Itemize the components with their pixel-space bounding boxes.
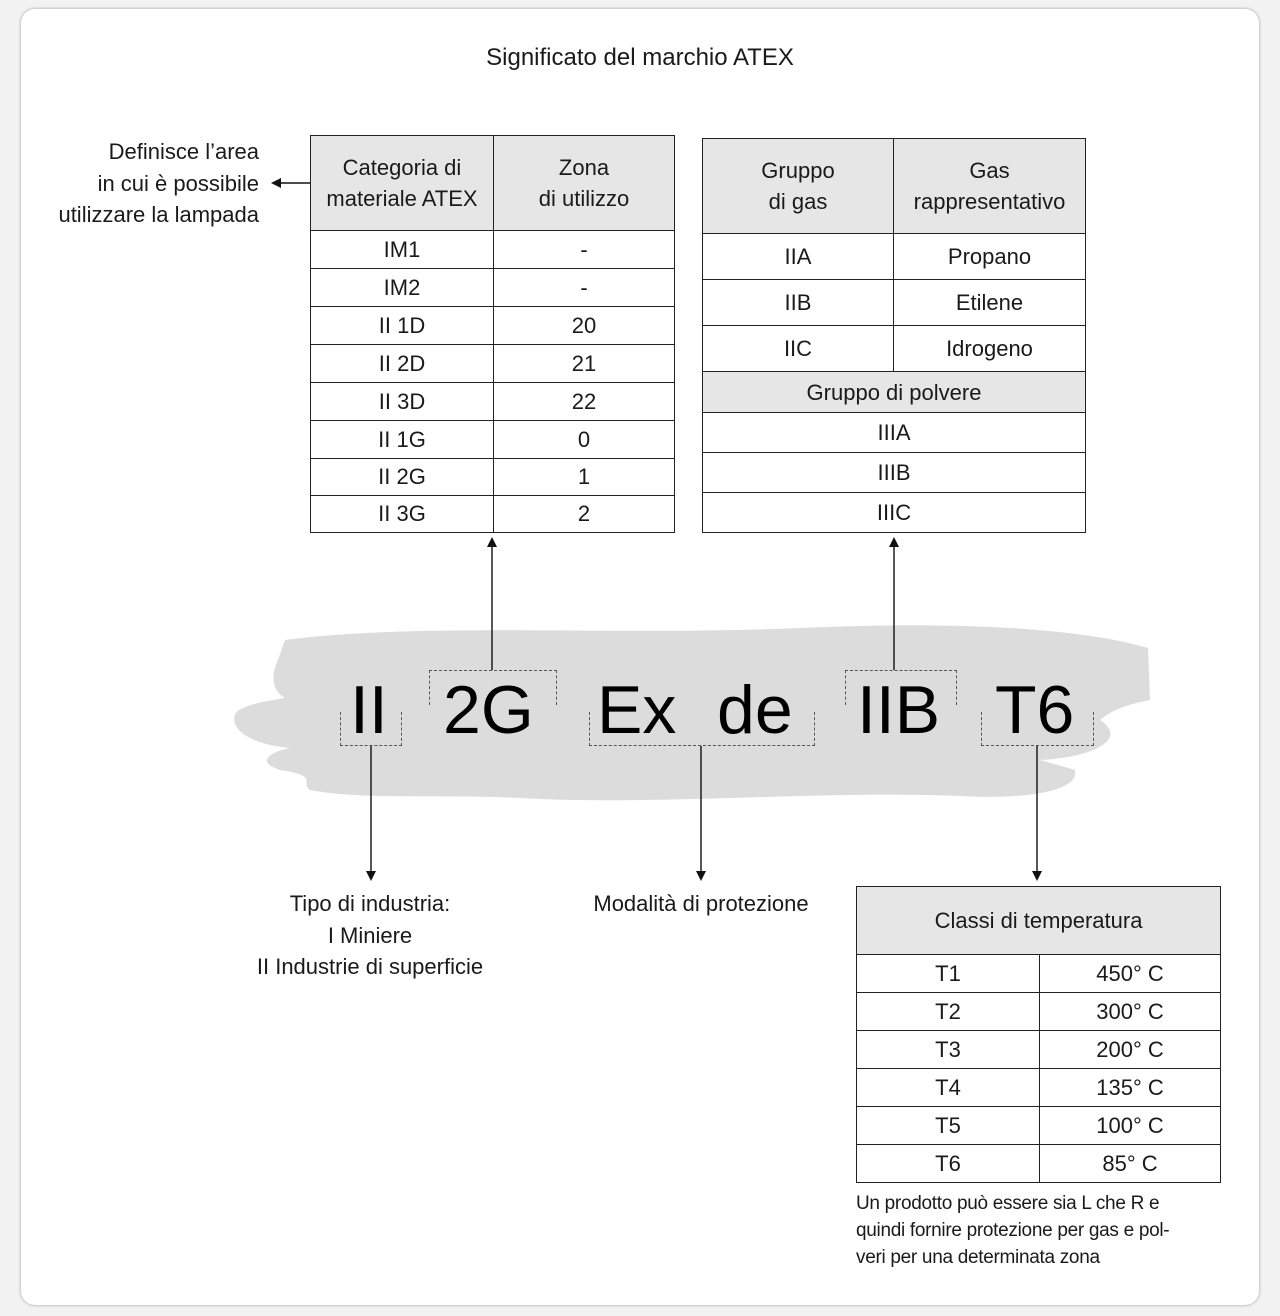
- marking-gas-group: IIB: [857, 672, 941, 748]
- category-cell: II 1D: [311, 307, 494, 345]
- category-cell: II 2D: [311, 345, 494, 383]
- category-cell: II 1G: [311, 421, 494, 459]
- dust-group-cell: IIIA: [703, 413, 1086, 453]
- temp-value-cell: 300° C: [1040, 993, 1221, 1031]
- temp-value-cell: 200° C: [1040, 1031, 1221, 1069]
- category-cell: II 3G: [311, 496, 494, 533]
- temp-value-cell: 450° C: [1040, 955, 1221, 993]
- temperature-header: Classi di temperatura: [857, 887, 1221, 955]
- header-line: di gas: [768, 189, 828, 214]
- protection-note: Modalità di protezione: [593, 891, 809, 916]
- temp-value-cell: 100° C: [1040, 1107, 1221, 1145]
- dust-group-cell: IIIC: [703, 493, 1086, 533]
- gas-cell: Propano: [894, 234, 1086, 280]
- temp-class-cell: T3: [857, 1031, 1040, 1069]
- header-line: di utilizzo: [538, 186, 630, 211]
- gas-cell: Etilene: [894, 280, 1086, 326]
- industry-note-line: II Industrie di superficie: [256, 954, 484, 979]
- industry-note-line: Tipo di industria:: [289, 891, 451, 916]
- temp-class-cell: T4: [857, 1069, 1040, 1107]
- zone-cell: 0: [494, 421, 675, 459]
- area-note-line: in cui è possibile: [97, 170, 259, 196]
- marking-temp-class: T6: [995, 672, 1075, 748]
- dust-group-header: Gruppo di polvere: [703, 372, 1086, 413]
- category-cell: IM1: [311, 231, 494, 269]
- temp-class-cell: T5: [857, 1107, 1040, 1145]
- zone-cell: 1: [494, 459, 675, 496]
- temperature-table: [856, 886, 1221, 1183]
- zone-cell: -: [494, 231, 675, 269]
- header-line: Gas: [969, 158, 1010, 183]
- zone-cell: -: [494, 269, 675, 307]
- zone-cell: 22: [494, 383, 675, 421]
- marking-protection: de: [717, 672, 793, 748]
- header-line: rappresentativo: [913, 189, 1066, 214]
- marking-ex: Ex: [597, 672, 677, 748]
- temp-value-cell: 135° C: [1040, 1069, 1221, 1107]
- table-row: [857, 993, 1221, 1031]
- zone-cell: 2: [494, 496, 675, 533]
- header-line: materiale ATEX: [326, 186, 478, 211]
- industry-note-line: I Miniere: [327, 922, 413, 948]
- temp-class-cell: T2: [857, 993, 1040, 1031]
- dust-group-cell: IIIB: [703, 453, 1086, 493]
- gas-group-cell: IIA: [703, 234, 894, 280]
- category-cell: II 3D: [311, 383, 494, 421]
- gas-group-cell: IIC: [703, 326, 894, 372]
- gas-cell: Idrogeno: [894, 326, 1086, 372]
- temp-value-cell: 85° C: [1040, 1145, 1221, 1183]
- category-cell: II 2G: [311, 459, 494, 496]
- zone-cell: 21: [494, 345, 675, 383]
- footnote-line: veri per una determinata zona: [856, 1247, 1100, 1268]
- area-note-line: Definisce l’area: [108, 139, 259, 164]
- marking-category: 2G: [443, 672, 534, 748]
- header-line: Categoria di: [342, 155, 462, 180]
- zone-cell: 20: [494, 307, 675, 345]
- table-row: [857, 955, 1221, 993]
- table-row: [857, 1145, 1221, 1183]
- diagram-title: Significato del marchio ATEX: [486, 44, 794, 71]
- industry-note: [230, 888, 510, 983]
- header-line: Gruppo: [761, 158, 835, 183]
- table-row: [857, 1107, 1221, 1145]
- table-row: [857, 1069, 1221, 1107]
- area-note-line: utilizzare la lampada: [58, 202, 259, 227]
- footnote: [856, 1190, 1236, 1271]
- gas-group-cell: IIB: [703, 280, 894, 326]
- category-cell: IM2: [311, 269, 494, 307]
- marking-industry: II: [350, 672, 388, 748]
- footnote-line: Un prodotto può essere sia L che R e: [856, 1193, 1160, 1214]
- footnote-line: quindi fornire protezione per gas e pol-: [856, 1220, 1170, 1241]
- temp-class-cell: T1: [857, 955, 1040, 993]
- table-row: [857, 1031, 1221, 1069]
- temp-class-cell: T6: [857, 1145, 1040, 1183]
- header-line: Zona: [558, 155, 610, 180]
